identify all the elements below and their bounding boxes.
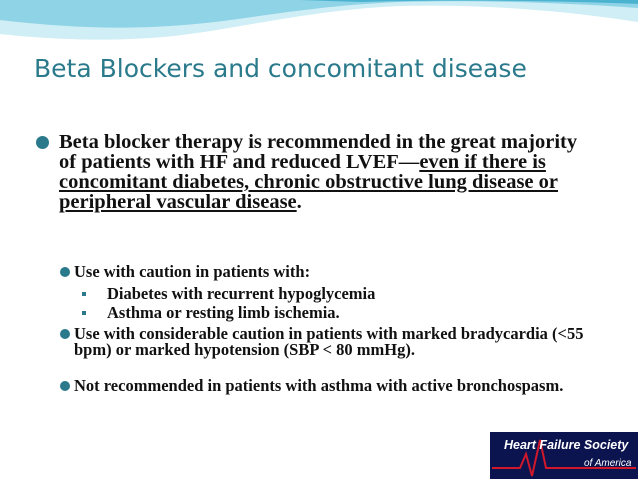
- main-bullet: [36, 132, 596, 212]
- slide-title: Beta Blockers and concomitant disease: [34, 54, 527, 83]
- bullet-dot-icon: [60, 329, 70, 339]
- sub-sub-bullet: [82, 305, 340, 321]
- square-bullet-icon: [82, 311, 86, 315]
- sub-bullet-caution: [60, 264, 620, 280]
- sub-bullet-not-recommended: [60, 378, 620, 394]
- sub-bullet-text: Use with considerable caution in patients with marked bradycardia (<55 bpm) or marked hypotension (SBP < 80 mmHg).: [74, 324, 584, 359]
- sub-bullet-text: Use with caution in patients with:: [74, 262, 311, 281]
- bullet-dot-icon: [60, 267, 70, 277]
- sub-bullet-text: Not recommended in patients with asthma with active bronchospasm.: [74, 376, 564, 395]
- sub-bullet-considerable-caution: [60, 326, 620, 358]
- logo-text-line2: of America: [584, 458, 632, 469]
- heart-failure-society-logo: [490, 432, 638, 479]
- sub-sub-bullet: [82, 286, 375, 302]
- bullet-dot-icon: [60, 381, 70, 391]
- main-bullet-text-end: .: [296, 191, 302, 213]
- main-bullet-text: Beta blocker therapy is recommended in the great majority of patients with HF and reduced LVEF—: [59, 131, 578, 173]
- square-bullet-icon: [82, 292, 86, 296]
- sub-sub-bullet-text: Diabetes with recurrent hypoglycemia: [107, 284, 376, 303]
- sub-sub-bullet-text: Asthma or resting limb ischemia.: [107, 303, 340, 322]
- main-bullet-underlined-text: even if there is concomitant diabetes, chronic obstructive lung disease or peripheral vascular disease: [59, 151, 558, 213]
- logo-text-line1: Heart Failure Society: [504, 438, 629, 452]
- bullet-dot-icon: [36, 136, 49, 149]
